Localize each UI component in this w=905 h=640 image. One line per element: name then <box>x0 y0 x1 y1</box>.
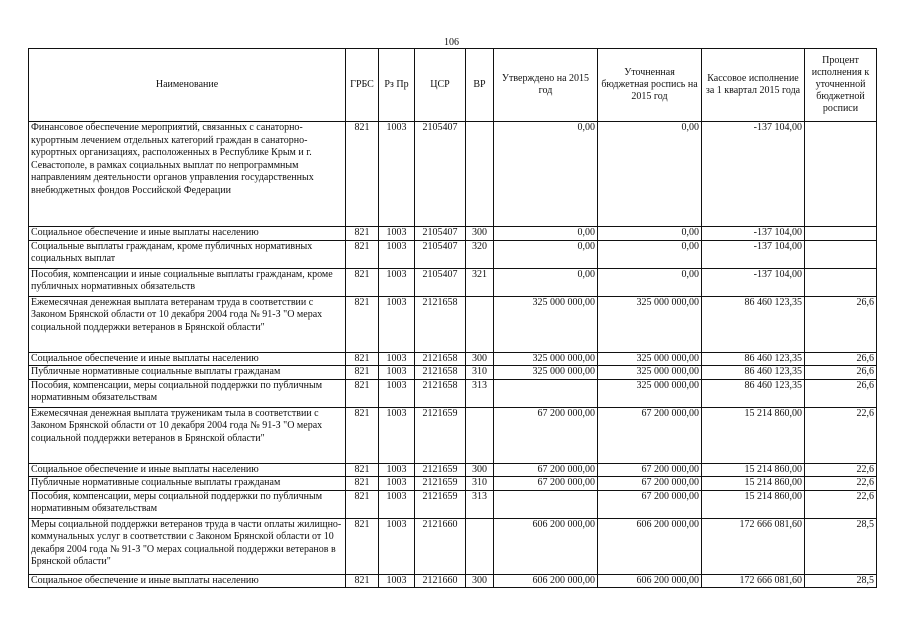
table-row <box>29 477 877 491</box>
table-header-row <box>29 49 877 122</box>
cell-name: Ежемесячная денежная выплата труженикам тыла в соответствии с Законом Брянской области от 10 декабря 2004 года № 91-З "О мерах социальной поддержки ветеранов в Брянской области" <box>29 407 346 463</box>
cell-revised: 325 000 000,00 <box>598 366 702 380</box>
cell-csr: 2121659 <box>415 407 466 463</box>
table-row <box>29 379 877 407</box>
cell-name: Финансовое обеспечение мероприятий, связанных с санаторно-курортным лечением отдельных категорий граждан в санаторно-курортных организациях, расположенных в Республике Крым и г. Севастополе, в рамках социальных выплат по непрограммным направлениям деятельности органов управления государственных внебюджетных фондов Российской Федерации <box>29 122 346 227</box>
cell-vr: 300 <box>466 463 494 477</box>
cell-rzpr: 1003 <box>379 490 415 518</box>
cell-csr: 2105407 <box>415 122 466 227</box>
cell-csr: 2121659 <box>415 463 466 477</box>
cell-percent: 28,5 <box>805 518 877 574</box>
cell-grbs: 821 <box>346 379 379 407</box>
table-row <box>29 366 877 380</box>
cell-cash: -137 104,00 <box>702 268 805 296</box>
table-row <box>29 268 877 296</box>
cell-percent <box>805 268 877 296</box>
cell-grbs: 821 <box>346 352 379 366</box>
cell-grbs: 821 <box>346 268 379 296</box>
cell-revised: 0,00 <box>598 227 702 241</box>
cell-revised: 606 200 000,00 <box>598 574 702 588</box>
cell-name: Социальные выплаты гражданам, кроме публичных нормативных социальных выплат <box>29 240 346 268</box>
cell-rzpr: 1003 <box>379 352 415 366</box>
cell-grbs: 821 <box>346 477 379 491</box>
table-row <box>29 227 877 241</box>
cell-cash: -137 104,00 <box>702 122 805 227</box>
cell-csr: 2121660 <box>415 518 466 574</box>
cell-vr: 300 <box>466 352 494 366</box>
cell-grbs: 821 <box>346 366 379 380</box>
cell-approved: 0,00 <box>494 122 598 227</box>
cell-cash: 86 460 123,35 <box>702 366 805 380</box>
header-revised: Уточненная бюджетная роспись на 2015 год <box>598 49 702 122</box>
cell-csr: 2121660 <box>415 574 466 588</box>
cell-rzpr: 1003 <box>379 518 415 574</box>
cell-approved: 67 200 000,00 <box>494 407 598 463</box>
cell-approved: 67 200 000,00 <box>494 463 598 477</box>
cell-rzpr: 1003 <box>379 463 415 477</box>
header-csr: ЦСР <box>415 49 466 122</box>
budget-table <box>28 48 877 588</box>
cell-percent: 22,6 <box>805 407 877 463</box>
cell-cash: -137 104,00 <box>702 227 805 241</box>
cell-name: Социальное обеспечение и иные выплаты населению <box>29 574 346 588</box>
cell-name: Социальное обеспечение и иные выплаты населению <box>29 227 346 241</box>
cell-cash: 15 214 860,00 <box>702 407 805 463</box>
cell-vr: 321 <box>466 268 494 296</box>
cell-csr: 2105407 <box>415 240 466 268</box>
cell-vr: 310 <box>466 477 494 491</box>
cell-revised: 67 200 000,00 <box>598 490 702 518</box>
cell-grbs: 821 <box>346 490 379 518</box>
cell-grbs: 821 <box>346 122 379 227</box>
cell-grbs: 821 <box>346 463 379 477</box>
table-row <box>29 352 877 366</box>
cell-vr: 313 <box>466 379 494 407</box>
cell-vr <box>466 518 494 574</box>
cell-revised: 606 200 000,00 <box>598 518 702 574</box>
cell-approved: 0,00 <box>494 268 598 296</box>
cell-approved: 606 200 000,00 <box>494 518 598 574</box>
cell-grbs: 821 <box>346 407 379 463</box>
cell-rzpr: 1003 <box>379 477 415 491</box>
cell-vr: 320 <box>466 240 494 268</box>
cell-percent: 22,6 <box>805 463 877 477</box>
table-row <box>29 407 877 463</box>
header-cash: Кассовое исполнение за 1 квартал 2015 года <box>702 49 805 122</box>
cell-approved: 325 000 000,00 <box>494 296 598 352</box>
cell-vr <box>466 407 494 463</box>
cell-csr: 2121659 <box>415 477 466 491</box>
cell-vr: 310 <box>466 366 494 380</box>
cell-approved: 67 200 000,00 <box>494 477 598 491</box>
table-row <box>29 296 877 352</box>
cell-revised: 67 200 000,00 <box>598 463 702 477</box>
page-number: 106 <box>444 37 459 48</box>
cell-vr <box>466 296 494 352</box>
cell-revised: 325 000 000,00 <box>598 352 702 366</box>
cell-grbs: 821 <box>346 518 379 574</box>
cell-approved: 325 000 000,00 <box>494 366 598 380</box>
cell-cash: 86 460 123,35 <box>702 296 805 352</box>
cell-percent: 22,6 <box>805 490 877 518</box>
header-grbs: ГРБС <box>346 49 379 122</box>
cell-rzpr: 1003 <box>379 227 415 241</box>
cell-revised: 0,00 <box>598 268 702 296</box>
cell-percent: 26,6 <box>805 296 877 352</box>
cell-rzpr: 1003 <box>379 296 415 352</box>
cell-csr: 2105407 <box>415 268 466 296</box>
cell-cash: 172 666 081,60 <box>702 574 805 588</box>
cell-vr: 313 <box>466 490 494 518</box>
cell-revised: 325 000 000,00 <box>598 296 702 352</box>
cell-csr: 2105407 <box>415 227 466 241</box>
table-row <box>29 240 877 268</box>
cell-revised: 67 200 000,00 <box>598 407 702 463</box>
cell-rzpr: 1003 <box>379 122 415 227</box>
header-rzpr: Рз Пр <box>379 49 415 122</box>
cell-rzpr: 1003 <box>379 379 415 407</box>
cell-cash: 15 214 860,00 <box>702 463 805 477</box>
cell-approved: 325 000 000,00 <box>494 352 598 366</box>
cell-percent: 26,6 <box>805 366 877 380</box>
cell-percent <box>805 240 877 268</box>
cell-name: Социальное обеспечение и иные выплаты населению <box>29 352 346 366</box>
cell-rzpr: 1003 <box>379 268 415 296</box>
cell-rzpr: 1003 <box>379 574 415 588</box>
cell-csr: 2121658 <box>415 296 466 352</box>
cell-name: Пособия, компенсации, меры социальной поддержки по публичным нормативным обязательствам <box>29 379 346 407</box>
cell-percent: 26,6 <box>805 352 877 366</box>
cell-name: Социальное обеспечение и иные выплаты населению <box>29 463 346 477</box>
cell-percent: 22,6 <box>805 477 877 491</box>
cell-name: Пособия, компенсации, меры социальной поддержки по публичным нормативным обязательствам <box>29 490 346 518</box>
cell-csr: 2121658 <box>415 366 466 380</box>
cell-approved: 606 200 000,00 <box>494 574 598 588</box>
cell-cash: -137 104,00 <box>702 240 805 268</box>
cell-approved <box>494 490 598 518</box>
cell-percent: 28,5 <box>805 574 877 588</box>
header-vr: ВР <box>466 49 494 122</box>
cell-rzpr: 1003 <box>379 407 415 463</box>
cell-cash: 172 666 081,60 <box>702 518 805 574</box>
table-row <box>29 518 877 574</box>
cell-grbs: 821 <box>346 240 379 268</box>
cell-cash: 15 214 860,00 <box>702 490 805 518</box>
table-row <box>29 463 877 477</box>
cell-vr <box>466 122 494 227</box>
cell-rzpr: 1003 <box>379 366 415 380</box>
cell-revised: 0,00 <box>598 122 702 227</box>
cell-name: Ежемесячная денежная выплата ветеранам труда в соответствии с Законом Брянской области от 10 декабря 2004 года № 91-З "О мерах социальной поддержки ветеранов в Брянской области" <box>29 296 346 352</box>
cell-name: Публичные нормативные социальные выплаты гражданам <box>29 477 346 491</box>
cell-name: Пособия, компенсации и иные социальные выплаты гражданам, кроме публичных нормативных обязательств <box>29 268 346 296</box>
cell-grbs: 821 <box>346 574 379 588</box>
cell-percent <box>805 122 877 227</box>
cell-grbs: 821 <box>346 227 379 241</box>
cell-percent <box>805 227 877 241</box>
cell-approved <box>494 379 598 407</box>
cell-approved: 0,00 <box>494 227 598 241</box>
cell-percent: 26,6 <box>805 379 877 407</box>
table-row <box>29 490 877 518</box>
cell-cash: 15 214 860,00 <box>702 477 805 491</box>
header-approved: Утверждено на 2015 год <box>494 49 598 122</box>
cell-rzpr: 1003 <box>379 240 415 268</box>
header-name: Наименование <box>29 49 346 122</box>
header-percent: Процент исполнения к уточненной бюджетной росписи <box>805 49 877 122</box>
cell-vr: 300 <box>466 227 494 241</box>
table-row <box>29 574 877 588</box>
cell-name: Меры социальной поддержки ветеранов труда в части оплаты жилищно-коммунальных услуг в соответствии с Законом Брянской области от 10 декабря 2004 года № 91-З "О мерах социальной поддержки ветеранов в Брянской области" <box>29 518 346 574</box>
cell-vr: 300 <box>466 574 494 588</box>
cell-revised: 67 200 000,00 <box>598 477 702 491</box>
cell-csr: 2121659 <box>415 490 466 518</box>
cell-cash: 86 460 123,35 <box>702 379 805 407</box>
cell-csr: 2121658 <box>415 379 466 407</box>
cell-grbs: 821 <box>346 296 379 352</box>
cell-revised: 0,00 <box>598 240 702 268</box>
cell-name: Публичные нормативные социальные выплаты гражданам <box>29 366 346 380</box>
cell-cash: 86 460 123,35 <box>702 352 805 366</box>
table-row <box>29 122 877 227</box>
cell-approved: 0,00 <box>494 240 598 268</box>
cell-csr: 2121658 <box>415 352 466 366</box>
cell-revised: 325 000 000,00 <box>598 379 702 407</box>
